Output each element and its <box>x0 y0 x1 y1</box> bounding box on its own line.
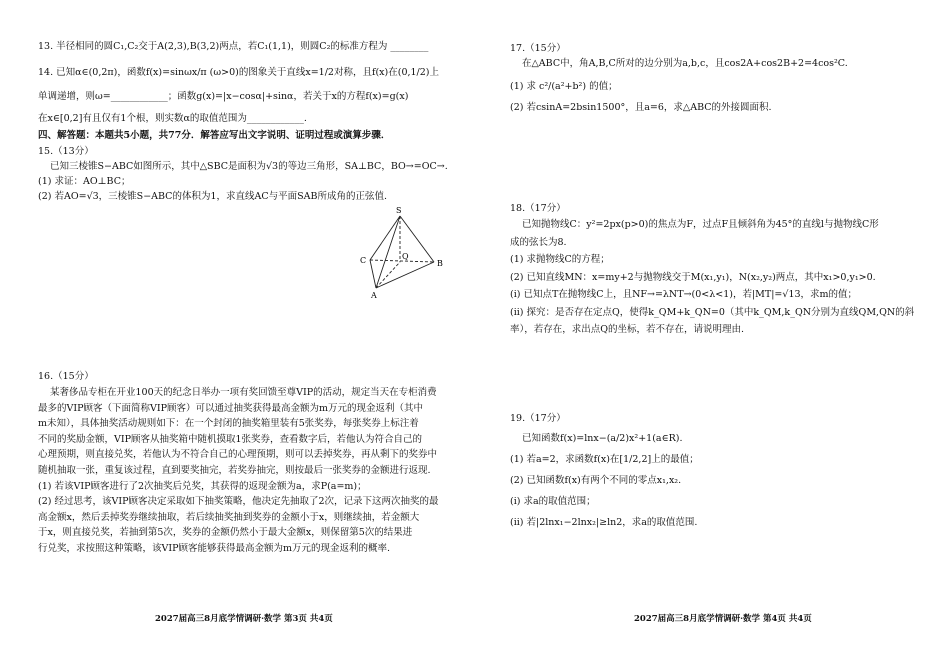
label-B: B <box>437 259 443 268</box>
question-15-part1: (1) 求证：AO⊥BC； <box>38 176 131 187</box>
label-S: S <box>396 206 402 215</box>
question-17-line1: 在△ABC中，角A,B,C所对的边分别为a,b,c，且cos2A+cos2B+2=4cos²C. <box>522 58 848 69</box>
label-C: C <box>360 256 367 265</box>
question-14-line1: 14. 已知α∈(0,2π)，函数f(x)=sinωx/π (ω>0)的图象关于直线x=1/2对称，且f(x)在(0,1/2)上 <box>38 67 440 78</box>
q18-line: (i) 已知点T在抛物线C上，且NF→=λNT→(0<λ<1)，若|MT|=√13，求m的值； <box>510 289 858 300</box>
q16-line: (1) 若该VIP顾客进行了2次抽奖后兑奖，其获得的返现金额为a，求P(a=m)； <box>38 480 367 492</box>
q16-line: 于x，则直接兑奖，若抽到第5次，奖券的金额仍然小于最大金额x，则保留第5次的结果进 <box>38 527 413 539</box>
q19-line: 已知函数f(x)=lnx−(a/2)x²+1(a∈R). <box>522 433 683 444</box>
q18-line: 成的弦长为8. <box>510 236 567 248</box>
q16-line: 高金额x，然后丢掉奖券继续抽取，若后续抽奖抽到奖券的金额小于x，则继续抽，若金额大 <box>38 511 420 523</box>
q18-line: (ii) 探究：是否存在定点Q，使得k_QM+k_QN=0（其中k_QM,k_QN分别为直线QM,QN的斜 <box>510 306 915 318</box>
question-13: 13. 半径相同的圆C₁,C₂交于A(2,3),B(3,2)两点，若C₁(1,1)，则圆C₂的标准方程为 ________ <box>38 41 429 52</box>
q18-line: 率），若存在，求出点Q的坐标，若不存在，请说明理由. <box>510 324 745 335</box>
q19-line: (1) 若a=2，求函数f(x)在[1/2,2]上的最值； <box>510 454 699 465</box>
question-15-line1: 已知三棱锥S−ABC如图所示，其中△SBC是面积为√3的等边三角形，SA⊥BC，BO→=OC→. <box>50 161 448 172</box>
q16-line: 某奢侈品专柜在开业100天的纪念日举办一项有奖回馈至尊VIP的活动，规定当天在专柜消费 <box>50 387 437 398</box>
question-19-heading: 19.（17分） <box>510 413 566 424</box>
q19-line: (i) 求a的取值范围； <box>510 496 596 507</box>
q16-line: 不同的奖励金额，VIP顾客从抽奖箱中随机摸取1张奖券，查看数字后，若他认为符合自己的 <box>38 433 423 445</box>
question-14-line3: 在x∈[0,2]有且仅有1个根，则实数α的取值范围为____________. <box>38 113 307 124</box>
question-14-line2: 单调递增，则ω=____________；函数g(x)=|x−cosα|+sinα，若关于x的方程f(x)=g(x) <box>38 91 409 102</box>
question-17-part2: (2) 若csinA=2bsin1500°，且a=6，求△ABC的外接圆面积. <box>510 102 772 113</box>
question-17-part1: (1) 求 c²/(a²+b²) 的值； <box>510 81 618 92</box>
section-4-heading: 四、解答题：本题共5小题，共77分．解答应写出文字说明、证明过程或演算步骤． <box>38 130 391 141</box>
label-Q: Q <box>402 252 409 261</box>
q19-line: (ii) 若|2lnx₁−2lnx₂|≥ln2，求a的取值范围. <box>510 517 698 528</box>
label-A: A <box>371 291 377 300</box>
q18-line: 已知抛物线C：y²=2px(p>0)的焦点为F，过点F且倾斜角为45°的直线l与抛物线C形 <box>522 219 879 230</box>
question-15-heading: 15.（13分） <box>38 146 94 157</box>
q16-line: 心理预期，则直接兑奖，若他认为不符合自己的心理预期，则可以丢掉奖券，再从剩下的奖券中 <box>38 449 438 461</box>
q16-line: 最多的VIP顾客（下面简称VIP顾客）可以通过抽奖获得最高金额为m万元的现金返利（其中 <box>38 402 424 414</box>
q16-line: m未知），具体抽奖活动规则如下：在一个封闭的抽奖箱里装有5张奖券，每张奖券上标注着 <box>38 418 419 430</box>
question-16-heading: 16.（15分） <box>38 371 94 382</box>
q16-line: (2) 经过思考，该VIP顾客决定采取如下抽奖策略，他决定先抽取了2次，记录下这两次抽奖的最 <box>38 496 439 508</box>
question-18-heading: 18.（17分） <box>510 203 566 214</box>
pyramid-figure <box>356 202 466 302</box>
q16-line: 随机抽取一张，重复该过程，直到要奖抽完，若奖券抽完，则按最后一张奖券的金额进行返现. <box>38 465 431 476</box>
q18-line: (2) 已知直线MN：x=my+2与抛物线交于M(x₁,y₁)，N(x₂,y₂)两点，其中x₁>0,y₁>0. <box>510 271 876 283</box>
footer-right: 2027届高三8月底学情调研·数学 第4页 共4页 <box>634 614 812 624</box>
q18-line: (1) 求抛物线C的方程； <box>510 254 610 265</box>
footer-left: 2027届高三8月底学情调研·数学 第3页 共4页 <box>155 614 333 624</box>
q19-line: (2) 已知函数f(x)有两个不同的零点x₁,x₂. <box>510 475 682 486</box>
q16-line: 行兑奖，求按照这种策略，该VIP顾客能够获得最高金额为m万元的现金返利的概率. <box>38 543 391 554</box>
question-15-part2: (2) 若AO=√3，三棱锥S−ABC的体积为1，求直线AC与平面SAB所成角的正弦值. <box>38 191 387 202</box>
question-17-heading: 17.（15分） <box>510 43 566 54</box>
